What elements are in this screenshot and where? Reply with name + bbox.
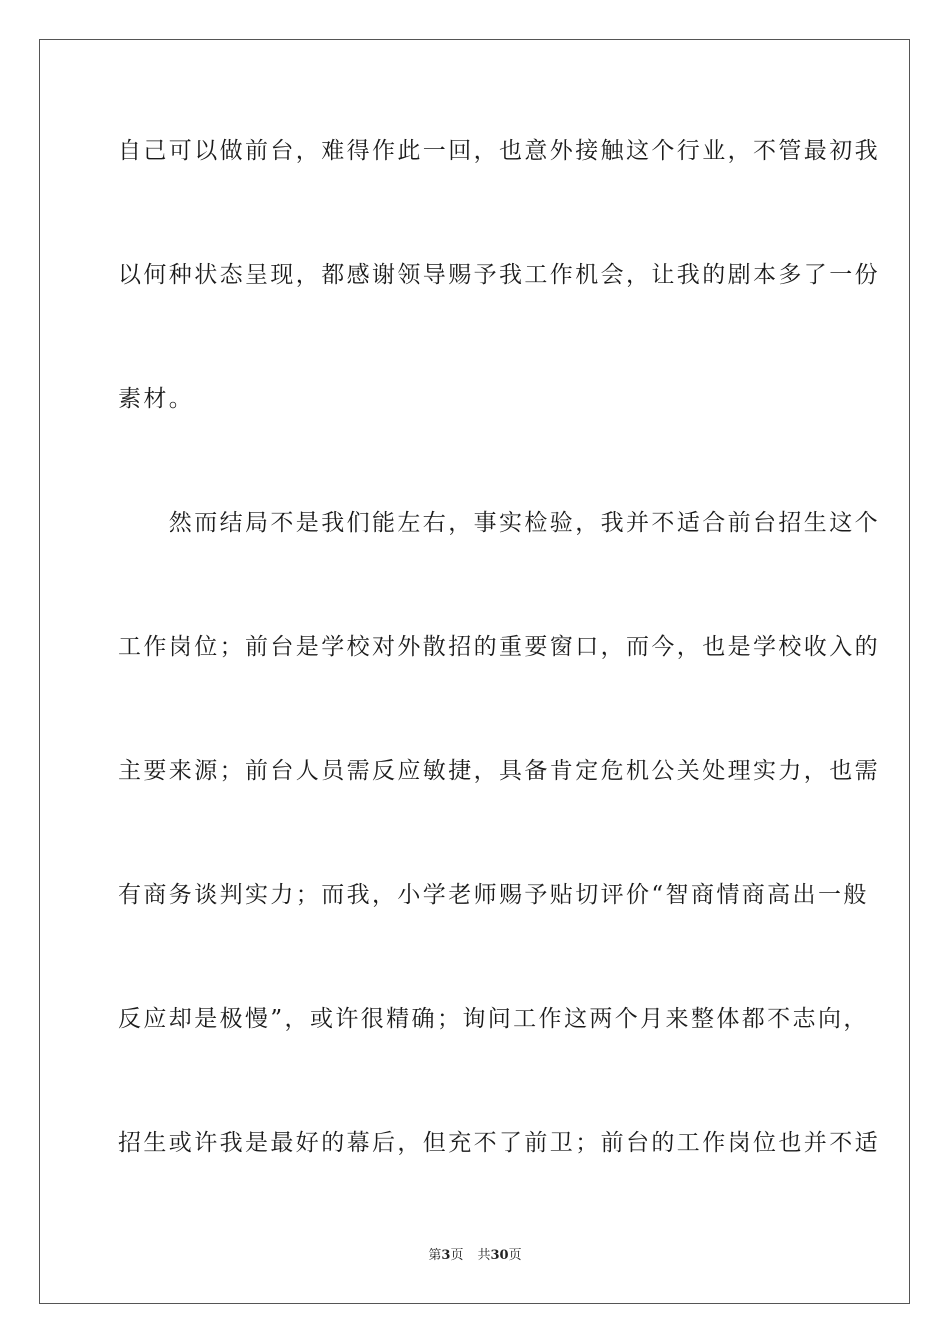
body-text-line-1: 自己可以做前台，难得作此一回，也意外接触这个行业，不管最初我 [118, 138, 880, 164]
total-pages: 30 [490, 1248, 509, 1263]
body-text-line-3: 素材。 [118, 386, 195, 412]
page-border [39, 39, 910, 1304]
body-text-line-7: 有商务谈判实力；而我，小学老师赐予贴切评价“智商情商高出一般 [118, 882, 869, 908]
page-number: 3 [441, 1248, 451, 1263]
body-text-line-5: 工作岗位；前台是学校对外散招的重要窗口，而今，也是学校收入的 [118, 634, 880, 660]
body-text-line-2: 以何种状态呈现，都感谢领导赐予我工作机会，让我的剧本多了一份 [118, 262, 880, 288]
body-text-line-8: 反应却是极慢”，或许很精确；询问工作这两个月来整体都不志向， [118, 1006, 869, 1032]
body-text-line-6: 主要来源；前台人员需反应敏捷，具备肯定危机公关处理实力，也需 [118, 758, 880, 784]
page-label-suffix: 页 [450, 1248, 464, 1263]
total-label-prefix: 共 [477, 1248, 491, 1263]
page-label-prefix: 第 [428, 1248, 442, 1263]
page-footer [0, 1247, 950, 1265]
body-text-line-9: 招生或许我是最好的幕后，但充不了前卫；前台的工作岗位也并不适 [118, 1130, 880, 1156]
total-label-suffix: 页 [508, 1248, 522, 1263]
body-text-line-4: 然而结局不是我们能左右，事实检验，我并不适合前台招生这个 [118, 510, 880, 536]
